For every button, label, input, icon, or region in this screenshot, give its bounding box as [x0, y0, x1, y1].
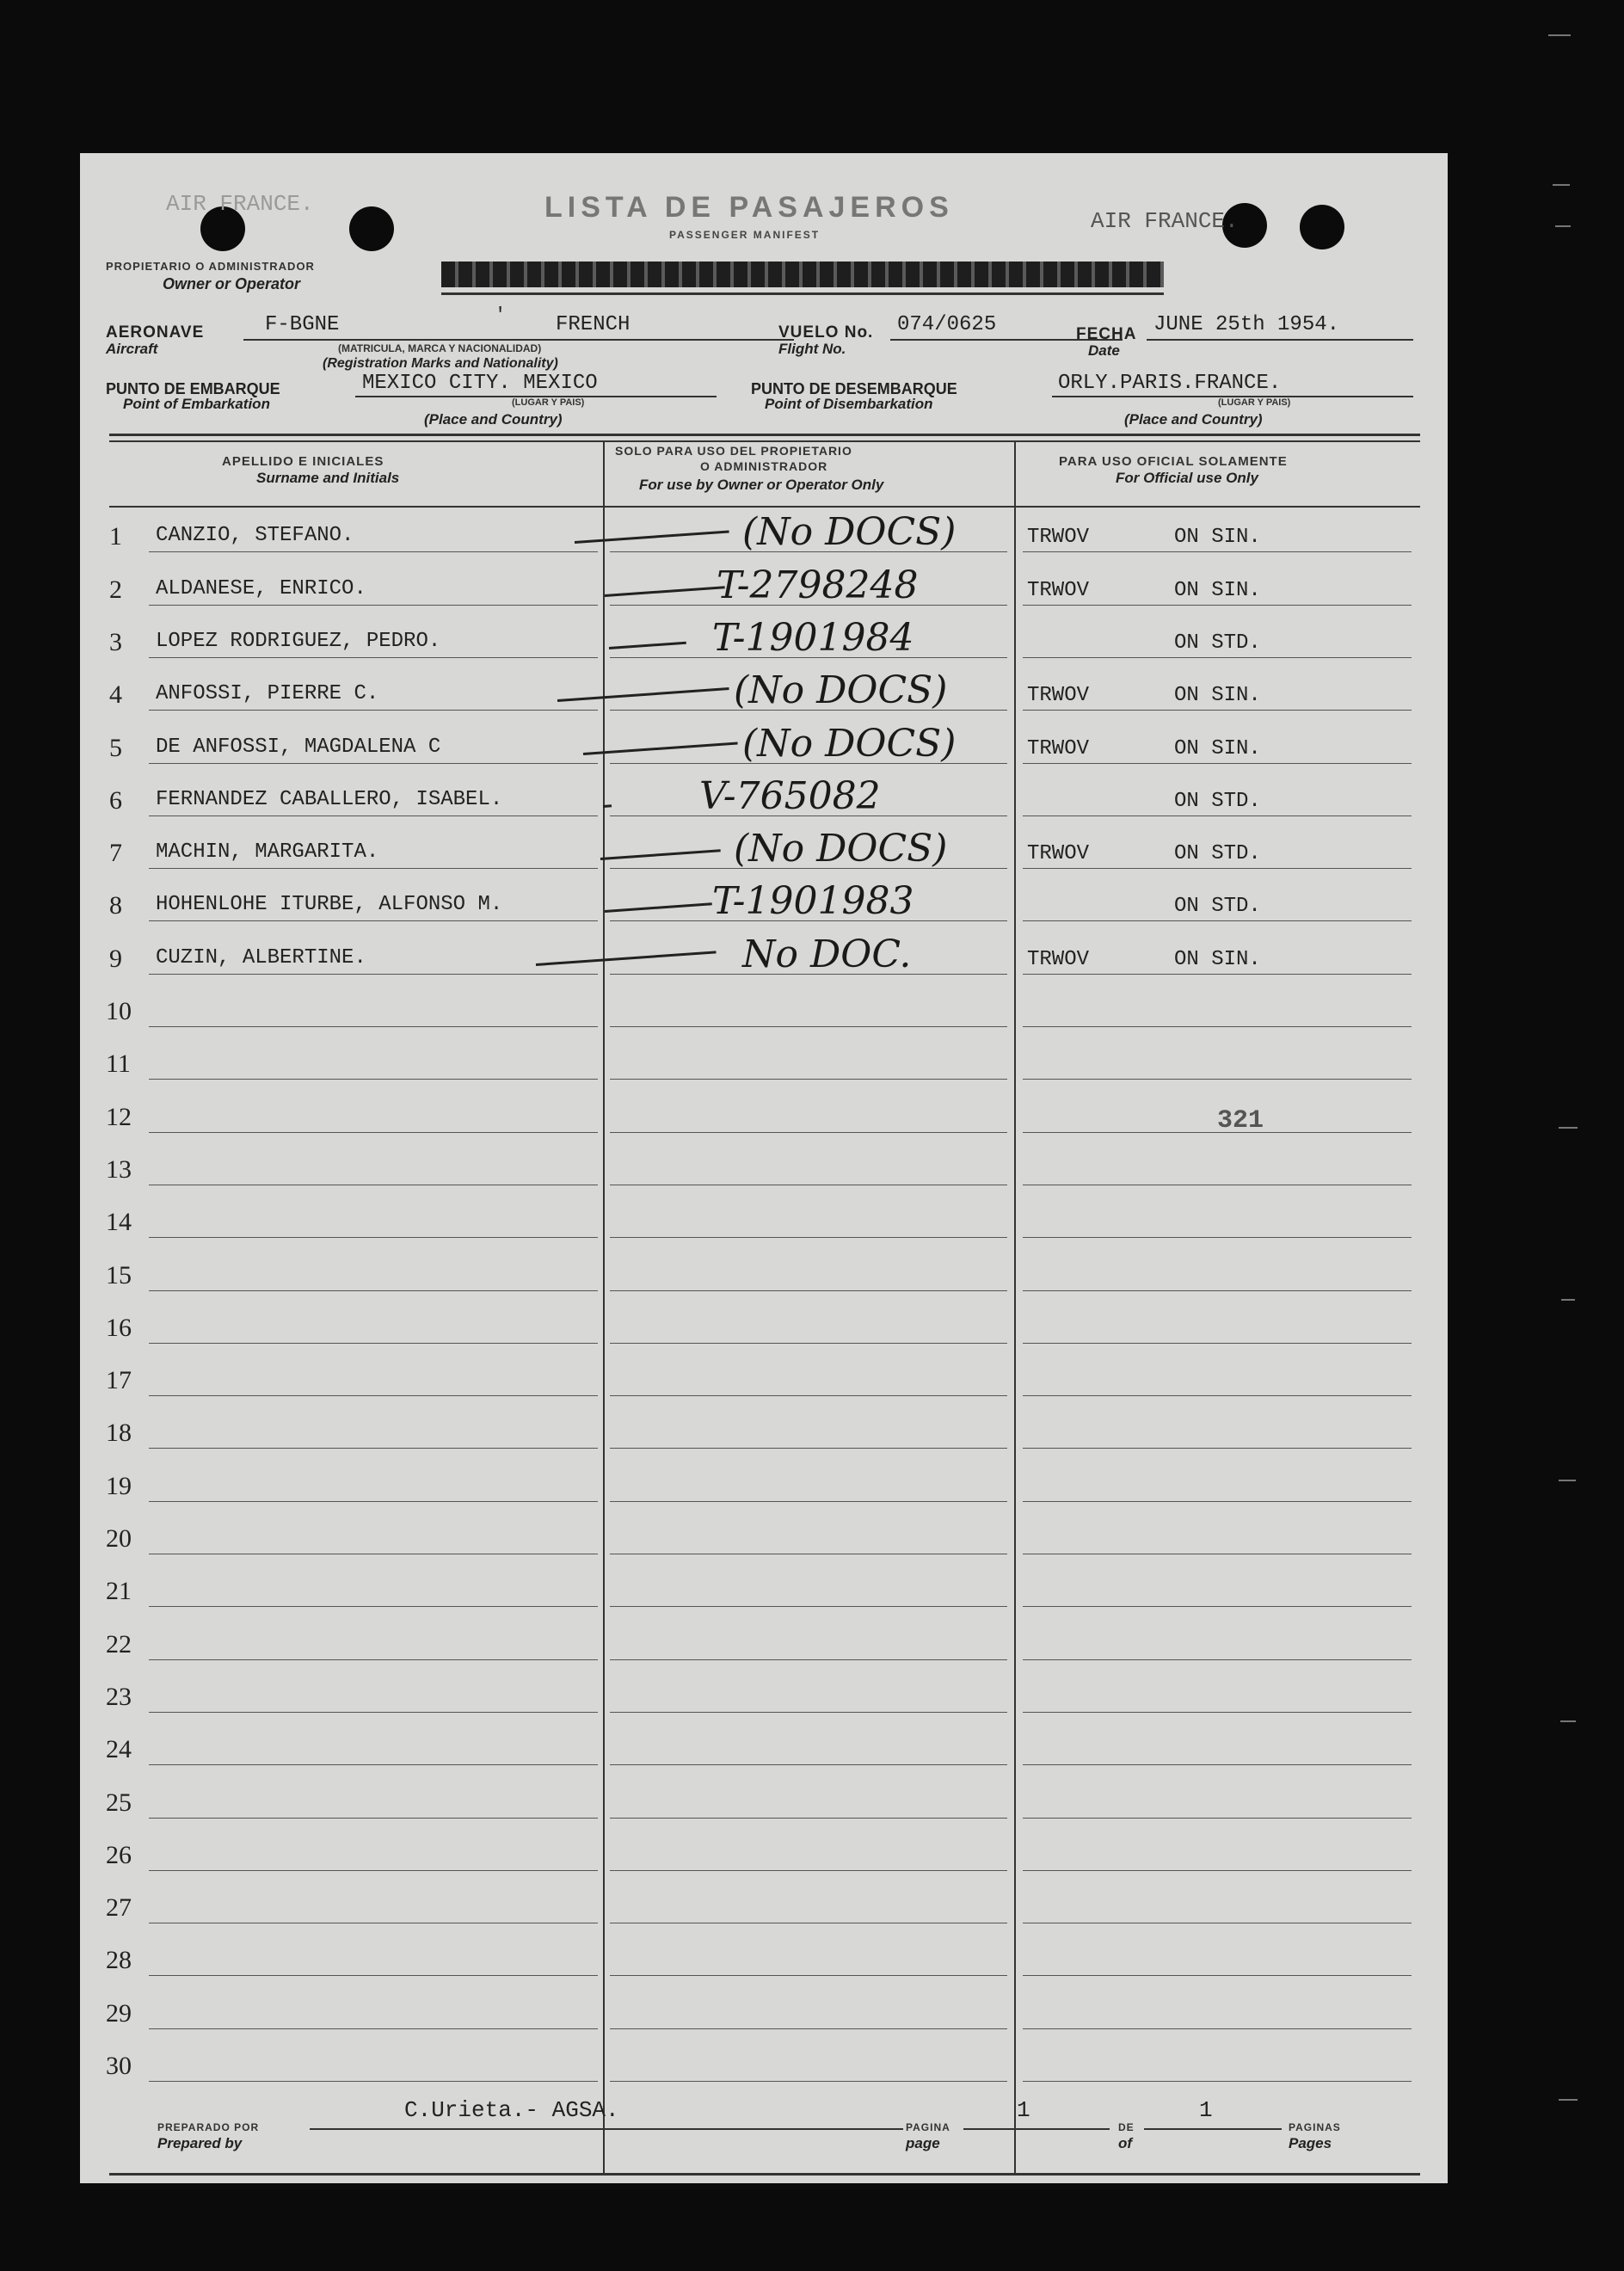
official-status: ON SIN.: [1174, 684, 1261, 708]
row-rule: [1023, 657, 1412, 658]
row-number: 8: [109, 891, 122, 920]
row-number: 28: [106, 1946, 132, 1975]
row-number: 29: [106, 1998, 132, 2028]
row-rule: [610, 1448, 1007, 1449]
page-number: 1: [1017, 2097, 1030, 2123]
row-rule: [610, 1818, 1007, 1819]
row-rule: [1023, 1079, 1412, 1080]
of-label-en: of: [1118, 2135, 1133, 2151]
row-rule: [1023, 1712, 1412, 1713]
row-rule: [610, 1501, 1007, 1502]
passenger-name: MACHIN, MARGARITA.: [156, 840, 379, 865]
row-rule: [149, 710, 598, 711]
aircraft-registration: F-BGNE: [265, 313, 340, 336]
row-number: 30: [106, 2052, 132, 2080]
pages-label-en: Pages: [1289, 2135, 1332, 2151]
pen-stroke: [609, 642, 686, 649]
row-rule: [1023, 1237, 1412, 1238]
row-rule: [1023, 1290, 1412, 1291]
row-rule: [149, 1026, 598, 1027]
row-rule: [610, 1606, 1007, 1607]
row-rule: [610, 1290, 1007, 1291]
name-column-header-es: APELLIDO E INICIALES: [222, 454, 384, 469]
official-code: TRWOV: [1027, 736, 1090, 760]
punch-hole: [349, 206, 394, 251]
passenger-name: FERNANDEZ CABALLERO, ISABEL.: [156, 787, 503, 811]
row-rule: [149, 868, 598, 869]
row-number: 11: [106, 1049, 131, 1079]
scan-edge-mark: [1559, 2099, 1578, 2101]
row-rule: [149, 815, 598, 816]
scan-edge-mark: [1548, 34, 1571, 36]
column-divider-1: [603, 440, 605, 2173]
row-rule: [149, 1975, 598, 1976]
row-number: 16: [106, 1313, 132, 1342]
row-rule: [149, 2028, 598, 2029]
travel-document: T-2798248: [717, 563, 919, 607]
row-number: 19: [106, 1471, 132, 1500]
row-number: 2: [109, 575, 122, 604]
prepared-by-label-en: Prepared by: [157, 2135, 243, 2151]
row-number: 25: [106, 1788, 132, 1817]
travel-document: (No DOCS): [734, 668, 948, 713]
column-divider-2: [1014, 440, 1016, 2173]
travel-document: T-1901983: [712, 879, 914, 924]
row-rule: [610, 1079, 1007, 1080]
flight-date: JUNE 25th 1954.: [1153, 313, 1340, 336]
official-code: TRWOV: [1027, 684, 1090, 708]
row-rule: [1023, 974, 1412, 975]
row-rule: [1023, 868, 1412, 869]
row-rule: [149, 1818, 598, 1819]
pages-label-es: PAGINAS: [1289, 2121, 1341, 2133]
place-label-es-1: (LUGAR Y PAIS): [512, 397, 585, 408]
aircraft-label-en: Aircraft: [106, 341, 158, 357]
official-status: ON STD.: [1174, 842, 1261, 866]
travel-document: (No DOCS): [742, 721, 957, 766]
row-number: 26: [106, 1840, 132, 1869]
row-rule: [149, 1343, 598, 1344]
official-status: ON STD.: [1174, 789, 1261, 813]
place-label-en-2: (Place and Country): [1124, 411, 1263, 428]
official-code: TRWOV: [1027, 947, 1090, 971]
row-rule: [1023, 1764, 1412, 1765]
row-number: 13: [106, 1154, 132, 1184]
official-status: ON SIN.: [1174, 947, 1261, 971]
pen-stroke: [583, 742, 738, 755]
travel-document: V-765082: [699, 773, 881, 818]
row-rule: [1023, 1501, 1412, 1502]
row-rule: [149, 1606, 598, 1607]
passenger-name: DE ANFOSSI, MAGDALENA C: [156, 735, 441, 759]
table-header-rule: [109, 506, 1420, 508]
row-rule: [149, 2081, 598, 2082]
official-status: ON STD.: [1174, 895, 1261, 919]
row-number: 14: [106, 1208, 132, 1237]
owner-label-es: PROPIETARIO O ADMINISTRADOR: [106, 260, 315, 273]
date-label-en: Date: [1088, 342, 1120, 359]
page-label-es: PAGINA: [906, 2121, 950, 2133]
date-label-es: FECHA: [1076, 325, 1137, 343]
prepared-by-value: C.Urieta.- AGSA.: [404, 2097, 619, 2123]
place-label-en-1: (Place and Country): [424, 411, 563, 428]
row-rule: [149, 1079, 598, 1080]
scan-edge-mark: [1559, 1480, 1576, 1481]
row-rule: [610, 1132, 1007, 1133]
row-rule: [1023, 710, 1412, 711]
row-number: 18: [106, 1419, 132, 1448]
row-rule: [149, 1501, 598, 1502]
punch-hole: [1300, 205, 1344, 249]
row-rule: [610, 1026, 1007, 1027]
row-rule: [610, 1975, 1007, 1976]
pen-stroke: [557, 687, 729, 702]
row-rule: [610, 1237, 1007, 1238]
row-rule: [149, 974, 598, 975]
scan-edge-mark: [1555, 225, 1571, 227]
total-pages: 1: [1199, 2097, 1213, 2123]
disembark-label-en: Point of Disembarkation: [765, 396, 933, 412]
official-column-header-es: PARA USO OFICIAL SOLAMENTE: [1059, 454, 1288, 469]
row-rule: [610, 1395, 1007, 1396]
row-rule: [149, 763, 598, 764]
official-status: ON STD.: [1174, 631, 1261, 655]
row-number: 9: [109, 944, 122, 973]
passenger-name: ALDANESE, ENRICO.: [156, 576, 366, 600]
name-column-header-en: Surname and Initials: [256, 470, 400, 486]
row-rule: [149, 920, 598, 921]
row-rule: [610, 1870, 1007, 1871]
row-rule: [149, 1712, 598, 1713]
owner-label-en: Owner or Operator: [163, 275, 301, 292]
registration-label-es: (MATRICULA, MARCA Y NACIONALIDAD): [338, 342, 542, 354]
row-number: 6: [109, 785, 122, 815]
of-label-es: DE: [1118, 2121, 1135, 2133]
place-label-es-2: (LUGAR Y PAIS): [1218, 397, 1291, 408]
scan-edge-mark: [1553, 184, 1570, 186]
row-rule: [1023, 1870, 1412, 1871]
row-number: 21: [106, 1577, 132, 1606]
travel-document: T-1901984: [712, 615, 914, 660]
row-rule: [1023, 605, 1412, 606]
row-rule: [610, 1712, 1007, 1713]
registration-label-en: (Registration Marks and Nationality): [323, 356, 558, 371]
row-rule: [1023, 551, 1412, 552]
row-rule: [149, 1132, 598, 1133]
row-number: 12: [106, 1102, 132, 1131]
row-rule: [610, 1659, 1007, 1660]
travel-document: No DOC.: [742, 932, 912, 976]
document-title: LISTA DE PASAJEROS: [544, 191, 954, 224]
row-number: 15: [106, 1260, 132, 1289]
aircraft-nationality: FRENCH: [556, 313, 631, 336]
row-rule: [1023, 763, 1412, 764]
official-code: TRWOV: [1027, 578, 1090, 602]
row-rule: [149, 1237, 598, 1238]
operator-column-header-es-1: SOLO PARA USO DEL PROPIETARIO: [615, 444, 852, 458]
official-code: TRWOV: [1027, 842, 1090, 866]
official-status: ON SIN.: [1174, 578, 1261, 602]
row-rule: [1023, 1975, 1412, 1976]
row-number: 27: [106, 1893, 132, 1923]
row-number: 7: [109, 839, 122, 868]
scan-edge-mark: [1559, 1127, 1578, 1129]
row-rule: [1023, 1606, 1412, 1607]
row-rule: [1023, 1395, 1412, 1396]
embark-label-en: Point of Embarkation: [123, 396, 270, 412]
row-rule: [610, 1343, 1007, 1344]
scan-edge-mark: [1560, 1720, 1576, 1722]
row-number: 1: [109, 522, 122, 551]
prepared-by-label-es: PREPARADO POR: [157, 2121, 260, 2133]
row-rule: [1023, 1343, 1412, 1344]
aircraft-label-es: AERONAVE: [106, 323, 205, 342]
official-column-header-en: For Official use Only: [1116, 470, 1258, 486]
passenger-name: ANFOSSI, PIERRE C.: [156, 682, 379, 706]
table-bottom-rule: [109, 2173, 1420, 2176]
row-rule: [149, 1448, 598, 1449]
operator-column-header-en: For use by Owner or Operator Only: [639, 477, 884, 493]
disembarkation-point: ORLY.PARIS.FRANCE.: [1058, 372, 1282, 395]
row-number: 5: [109, 733, 122, 762]
travel-document: (No DOCS): [734, 827, 948, 871]
table-top-rule: [109, 434, 1420, 436]
row-rule: [1023, 1659, 1412, 1660]
row-number: 20: [106, 1524, 132, 1553]
row-rule: [1023, 1818, 1412, 1819]
row-number: 4: [109, 680, 122, 710]
embarkation-point: MEXICO CITY. MEXICO: [362, 372, 598, 395]
pen-stroke: [605, 586, 725, 597]
row-number: 17: [106, 1366, 132, 1395]
pen-stroke: [536, 951, 717, 966]
row-rule: [149, 657, 598, 658]
row-rule: [149, 1290, 598, 1291]
row-rule: [149, 551, 598, 552]
row-rule: [610, 2028, 1007, 2029]
row-rule: [1023, 2028, 1412, 2029]
passenger-name: LOPEZ RODRIGUEZ, PEDRO.: [156, 629, 441, 653]
page-label-en: page: [906, 2135, 940, 2151]
disembark-label-es: PUNTO DE DESEMBARQUE: [751, 380, 957, 397]
scan-edge-mark: [1561, 1299, 1575, 1301]
row-rule: [1023, 1448, 1412, 1449]
official-status: 321: [1217, 1105, 1264, 1136]
flight-number: 074/0625: [897, 313, 997, 336]
manifest-sheet: AIR FRANCE. LISTA DE PASAJEROS PASSENGER MANIFEST AIR FRANCE. PROPIETARIO O ADMINISTRADOR Owner or Operator AERONAVE Aircraft F-BGNE FRENCH ' (MATRICULA, MARCA Y NACIONALIDAD) (Registration Marks and Nationality) VUELO No. Flight No. 074/0625 FECHA Date JUNE 25th 1954. PUNTO DE EMBARQUE Point of Embarkation MEXICO CITY. MEXICO (LUGAR Y PAIS) (Place and Country) PUNTO DE DESEMBARQUE Point of Disembarkation ORLY.PARIS.FRANCE. (LUGAR Y PAIS) (Place and Country) APELLIDO E INICIALES Surname and Initials SOLO PARA USO DEL PROPIETARIO O ADMINISTRADOR For use by Owner or Operator Only PARA USO OFICIAL SOLAMENTE For Official use Only 1 CANZIO, STEFANO. (No DOCS) TRWOV ON SIN. 2 ALDANESE, ENRICO. T-2798248 TRWOV ON SIN. 3 LOPEZ RODRIGUEZ, PEDRO. T-1901984 ON STD. 4 ANFOSSI, PIERRE C. (No DOCS) TRWOV ON SIN. 5 DE ANFOSSI, MAGDALENA C (No DOCS) TRWOV ON SIN. 6 FERNANDEZ CABALLERO, ISABEL. V-765082 ON STD. 7 MACHIN, MARGARITA. (No DOCS) TRWOV ON STD. 8 HOHENLOHE ITURBE, ALFONSO M. T-1901983 ON STD. 9 CUZIN, ALBERTINE. No DOC. TRWOV ON SIN. 10 11 12 321 13 14 15 16 17 18 19 20 21 22 23 24 25 26 27 28 29 30: [80, 153, 1448, 2183]
row-rule: [610, 1764, 1007, 1765]
row-rule: [610, 2081, 1007, 2082]
travel-document: (No DOCS): [742, 510, 957, 555]
official-status: ON SIN.: [1174, 736, 1261, 760]
row-number: 23: [106, 1682, 132, 1711]
pen-stroke: [603, 804, 612, 808]
passenger-name: HOHENLOHE ITURBE, ALFONSO M.: [156, 893, 503, 917]
row-rule: [1023, 920, 1412, 921]
row-rule: [149, 605, 598, 606]
row-rule: [1023, 815, 1412, 816]
passenger-name: CUZIN, ALBERTINE.: [156, 945, 366, 969]
row-rule: [149, 1870, 598, 1871]
row-number: 24: [106, 1735, 132, 1764]
row-rule: [149, 1395, 598, 1396]
embark-label-es: PUNTO DE EMBARQUE: [106, 380, 280, 397]
owner-name-overstrike: [441, 262, 1164, 287]
owner-stamp-left: AIR FRANCE.: [166, 191, 314, 217]
row-rule: [149, 1764, 598, 1765]
passenger-name: CANZIO, STEFANO.: [156, 524, 354, 548]
row-rule: [1023, 1026, 1412, 1027]
document-subtitle: PASSENGER MANIFEST: [669, 229, 821, 241]
flight-label-en: Flight No.: [778, 341, 846, 357]
pen-stroke: [605, 903, 712, 914]
pen-stroke: [600, 849, 721, 860]
owner-stamp-right: AIR FRANCE.: [1091, 208, 1239, 234]
row-number: 22: [106, 1629, 132, 1659]
flight-label-es: VUELO No.: [778, 323, 874, 342]
row-number: 3: [109, 627, 122, 656]
official-status: ON SIN.: [1174, 526, 1261, 550]
row-number: 10: [106, 997, 132, 1025]
official-code: TRWOV: [1027, 526, 1090, 550]
row-rule: [149, 1659, 598, 1660]
pen-stroke: [575, 531, 729, 545]
operator-column-header-es-2: O ADMINISTRADOR: [700, 459, 828, 473]
row-rule: [1023, 2081, 1412, 2082]
